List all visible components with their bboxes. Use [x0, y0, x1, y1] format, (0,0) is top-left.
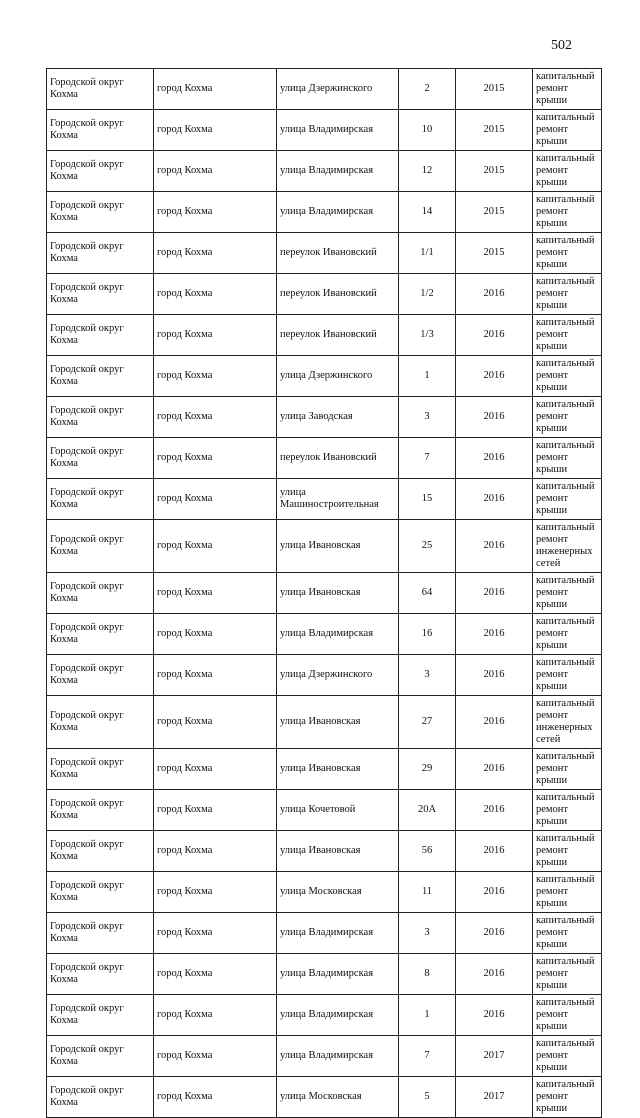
municipality-cell: Городской округ Кохма	[47, 192, 154, 233]
house-cell: 14	[399, 192, 456, 233]
year-cell: 2016	[456, 790, 533, 831]
work-type-cell: капитальный ремонт крыши	[533, 655, 602, 696]
municipality-cell: Городской округ Кохма	[47, 69, 154, 110]
municipality-cell: Городской округ Кохма	[47, 520, 154, 573]
table-row	[47, 913, 602, 954]
city-cell: город Кохма	[154, 110, 277, 151]
table-row	[47, 151, 602, 192]
table-body	[47, 69, 602, 1118]
year-cell: 2017	[456, 1036, 533, 1077]
year-cell: 2016	[456, 315, 533, 356]
city-cell: город Кохма	[154, 397, 277, 438]
house-cell: 7	[399, 438, 456, 479]
street-cell: улица Кочетовой	[277, 790, 399, 831]
street-cell: улица Дзержинского	[277, 655, 399, 696]
work-type-cell: капитальный ремонт крыши	[533, 274, 602, 315]
year-cell: 2016	[456, 614, 533, 655]
street-cell: улица Заводская	[277, 397, 399, 438]
street-cell: переулок Ивановский	[277, 438, 399, 479]
municipality-cell: Городской округ Кохма	[47, 749, 154, 790]
table-row	[47, 995, 602, 1036]
city-cell: город Кохма	[154, 655, 277, 696]
year-cell: 2016	[456, 438, 533, 479]
work-type-cell: капитальный ремонт крыши	[533, 913, 602, 954]
work-type-cell: капитальный ремонт крыши	[533, 356, 602, 397]
year-cell: 2015	[456, 151, 533, 192]
work-type-cell: капитальный ремонт крыши	[533, 1036, 602, 1077]
work-type-cell: капитальный ремонт крыши	[533, 192, 602, 233]
table-row	[47, 315, 602, 356]
city-cell: город Кохма	[154, 274, 277, 315]
house-cell: 7	[399, 1036, 456, 1077]
street-cell: улица Дзержинского	[277, 356, 399, 397]
city-cell: город Кохма	[154, 872, 277, 913]
municipality-cell: Городской округ Кохма	[47, 397, 154, 438]
house-cell: 3	[399, 913, 456, 954]
table-row	[47, 520, 602, 573]
city-cell: город Кохма	[154, 749, 277, 790]
municipality-cell: Городской округ Кохма	[47, 954, 154, 995]
table-row	[47, 790, 602, 831]
city-cell: город Кохма	[154, 614, 277, 655]
table-row	[47, 479, 602, 520]
year-cell: 2016	[456, 479, 533, 520]
year-cell: 2016	[456, 520, 533, 573]
work-type-cell: капитальный ремонт крыши	[533, 151, 602, 192]
work-type-cell: капитальный ремонт крыши	[533, 614, 602, 655]
city-cell: город Кохма	[154, 438, 277, 479]
table-row	[47, 831, 602, 872]
street-cell: улица Владимирская	[277, 192, 399, 233]
table-row	[47, 696, 602, 749]
city-cell: город Кохма	[154, 954, 277, 995]
house-cell: 1	[399, 356, 456, 397]
street-cell: улица Владимирская	[277, 151, 399, 192]
municipality-cell: Городской округ Кохма	[47, 872, 154, 913]
city-cell: город Кохма	[154, 479, 277, 520]
municipality-cell: Городской округ Кохма	[47, 995, 154, 1036]
year-cell: 2016	[456, 995, 533, 1036]
house-cell: 15	[399, 479, 456, 520]
table-row	[47, 1036, 602, 1077]
work-type-cell: капитальный ремонт крыши	[533, 315, 602, 356]
street-cell: улица Московская	[277, 1077, 399, 1118]
street-cell: улица Владимирская	[277, 614, 399, 655]
city-cell: город Кохма	[154, 790, 277, 831]
table-row	[47, 438, 602, 479]
work-type-cell: капитальный ремонт крыши	[533, 479, 602, 520]
street-cell: улица Владимирская	[277, 954, 399, 995]
table-row	[47, 110, 602, 151]
street-cell: улица Ивановская	[277, 696, 399, 749]
house-cell: 1	[399, 995, 456, 1036]
street-cell: переулок Ивановский	[277, 274, 399, 315]
municipality-cell: Городской округ Кохма	[47, 1036, 154, 1077]
house-cell: 12	[399, 151, 456, 192]
work-type-cell: капитальный ремонт крыши	[533, 69, 602, 110]
year-cell: 2015	[456, 69, 533, 110]
street-cell: улица Владимирская	[277, 995, 399, 1036]
year-cell: 2016	[456, 749, 533, 790]
table-row	[47, 614, 602, 655]
house-cell: 25	[399, 520, 456, 573]
work-type-cell: капитальный ремонт крыши	[533, 397, 602, 438]
year-cell: 2017	[456, 1077, 533, 1118]
municipality-cell: Городской округ Кохма	[47, 438, 154, 479]
municipality-cell: Городской округ Кохма	[47, 479, 154, 520]
city-cell: город Кохма	[154, 151, 277, 192]
city-cell: город Кохма	[154, 1077, 277, 1118]
city-cell: город Кохма	[154, 356, 277, 397]
city-cell: город Кохма	[154, 573, 277, 614]
work-type-cell: капитальный ремонт крыши	[533, 233, 602, 274]
street-cell: улица Ивановская	[277, 831, 399, 872]
work-type-cell: капитальный ремонт крыши	[533, 438, 602, 479]
table-row	[47, 1077, 602, 1118]
municipality-cell: Городской округ Кохма	[47, 573, 154, 614]
municipality-cell: Городской округ Кохма	[47, 655, 154, 696]
table-row	[47, 274, 602, 315]
table-row	[47, 69, 602, 110]
municipality-cell: Городской округ Кохма	[47, 790, 154, 831]
house-cell: 2	[399, 69, 456, 110]
house-cell: 8	[399, 954, 456, 995]
work-type-cell: капитальный ремонт крыши	[533, 790, 602, 831]
street-cell: переулок Ивановский	[277, 233, 399, 274]
city-cell: город Кохма	[154, 233, 277, 274]
table-row	[47, 356, 602, 397]
work-type-cell: капитальный ремонт крыши	[533, 954, 602, 995]
street-cell: улица Владимирская	[277, 110, 399, 151]
municipality-cell: Городской округ Кохма	[47, 233, 154, 274]
house-cell: 5	[399, 1077, 456, 1118]
table-row	[47, 573, 602, 614]
municipality-cell: Городской округ Кохма	[47, 315, 154, 356]
table-row	[47, 655, 602, 696]
house-cell: 11	[399, 872, 456, 913]
municipality-cell: Городской округ Кохма	[47, 696, 154, 749]
city-cell: город Кохма	[154, 192, 277, 233]
house-cell: 29	[399, 749, 456, 790]
table-row	[47, 749, 602, 790]
street-cell: улица Владимирская	[277, 1036, 399, 1077]
table-row	[47, 954, 602, 995]
street-cell: улица Ивановская	[277, 749, 399, 790]
year-cell: 2016	[456, 274, 533, 315]
municipality-cell: Городской округ Кохма	[47, 151, 154, 192]
year-cell: 2016	[456, 913, 533, 954]
year-cell: 2016	[456, 655, 533, 696]
table-row	[47, 872, 602, 913]
city-cell: город Кохма	[154, 520, 277, 573]
street-cell: переулок Ивановский	[277, 315, 399, 356]
house-cell: 3	[399, 397, 456, 438]
repair-registry-table	[46, 68, 602, 1118]
year-cell: 2015	[456, 110, 533, 151]
house-cell: 20А	[399, 790, 456, 831]
street-cell: улица Дзержинского	[277, 69, 399, 110]
house-cell: 1/2	[399, 274, 456, 315]
year-cell: 2016	[456, 872, 533, 913]
house-cell: 27	[399, 696, 456, 749]
city-cell: город Кохма	[154, 913, 277, 954]
city-cell: город Кохма	[154, 831, 277, 872]
work-type-cell: капитальный ремонт крыши	[533, 749, 602, 790]
house-cell: 16	[399, 614, 456, 655]
table-row	[47, 192, 602, 233]
work-type-cell: капитальный ремонт крыши	[533, 1077, 602, 1118]
work-type-cell: капитальный ремонт крыши	[533, 995, 602, 1036]
work-type-cell: капитальный ремонт крыши	[533, 831, 602, 872]
work-type-cell: капитальный ремонт крыши	[533, 110, 602, 151]
municipality-cell: Городской округ Кохма	[47, 1077, 154, 1118]
city-cell: город Кохма	[154, 69, 277, 110]
year-cell: 2016	[456, 573, 533, 614]
house-cell: 64	[399, 573, 456, 614]
street-cell: улица Ивановская	[277, 573, 399, 614]
work-type-cell: капитальный ремонт инженерных сетей	[533, 696, 602, 749]
year-cell: 2015	[456, 233, 533, 274]
city-cell: город Кохма	[154, 315, 277, 356]
house-cell: 56	[399, 831, 456, 872]
street-cell: улица Машиностроительная	[277, 479, 399, 520]
street-cell: улица Московская	[277, 872, 399, 913]
city-cell: город Кохма	[154, 1036, 277, 1077]
municipality-cell: Городской округ Кохма	[47, 614, 154, 655]
year-cell: 2016	[456, 397, 533, 438]
page-number: 502	[551, 38, 572, 53]
city-cell: город Кохма	[154, 696, 277, 749]
municipality-cell: Городской округ Кохма	[47, 274, 154, 315]
year-cell: 2016	[456, 954, 533, 995]
municipality-cell: Городской округ Кохма	[47, 110, 154, 151]
year-cell: 2016	[456, 696, 533, 749]
house-cell: 10	[399, 110, 456, 151]
work-type-cell: капитальный ремонт инженерных сетей	[533, 520, 602, 573]
work-type-cell: капитальный ремонт крыши	[533, 573, 602, 614]
year-cell: 2015	[456, 192, 533, 233]
municipality-cell: Городской округ Кохма	[47, 356, 154, 397]
house-cell: 1/3	[399, 315, 456, 356]
table-row	[47, 233, 602, 274]
street-cell: улица Владимирская	[277, 913, 399, 954]
table-row	[47, 397, 602, 438]
street-cell: улица Ивановская	[277, 520, 399, 573]
city-cell: город Кохма	[154, 995, 277, 1036]
house-cell: 3	[399, 655, 456, 696]
municipality-cell: Городской округ Кохма	[47, 913, 154, 954]
house-cell: 1/1	[399, 233, 456, 274]
municipality-cell: Городской округ Кохма	[47, 831, 154, 872]
year-cell: 2016	[456, 356, 533, 397]
year-cell: 2016	[456, 831, 533, 872]
work-type-cell: капитальный ремонт крыши	[533, 872, 602, 913]
